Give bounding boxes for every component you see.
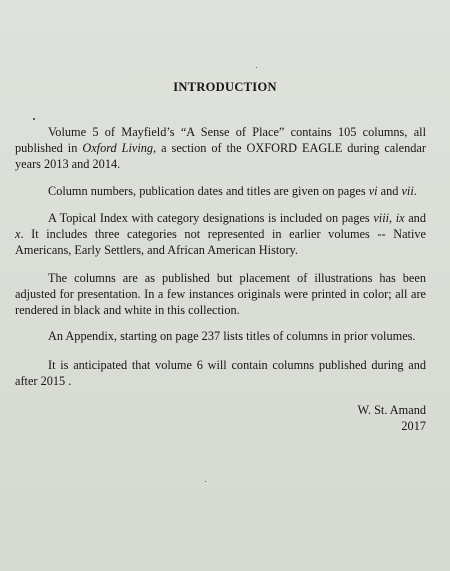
paragraph-text: . (413, 184, 417, 198)
paragraph-column-numbers (15, 183, 426, 199)
page-reference: vi (368, 184, 378, 198)
paragraph-appendix: An Appendix, starting on page 237 lists titles of columns in prior volumes. (48, 329, 416, 343)
paragraph-volume-contents (15, 124, 426, 172)
paper-speck (33, 118, 35, 120)
paragraph-text: Volume 5 of Mayfield’s “A Sense of Place” contains 105 columns, all published in (15, 125, 426, 155)
paragraph-text: and (404, 211, 426, 225)
paper-speck (256, 67, 257, 68)
paragraph-text: Column numbers, publication dates and titles are given on pages (48, 184, 369, 198)
paper-speck (205, 481, 206, 482)
paragraph-illustrations: The columns are as published but placement of illustrations has been adjusted for presentation. In a few instances originals were printed in color; all are rendered in black and white in this collection. (15, 271, 426, 317)
page-reference: ix (395, 211, 405, 225)
paragraph-topical-index (15, 210, 426, 258)
paragraph-text: a section of the OXFORD EAGLE during calendar years 2013 and 2014. (15, 141, 426, 171)
signature-name: W. St. Amand (357, 403, 426, 417)
publication-name: Oxford Living, (82, 141, 157, 155)
page-title: INTRODUCTION (173, 80, 277, 94)
paragraph-text: , (389, 211, 396, 225)
paragraph-text: A Topical Index with category designations is included on pages (48, 211, 374, 225)
paragraph-text: and (377, 184, 402, 198)
paragraph-next-volume: It is anticipated that volume 6 will contain columns published during and after 2015 . (15, 358, 426, 388)
page-reference: x (15, 227, 21, 241)
page-reference: viii (373, 211, 390, 225)
paragraph-text: . It includes three categories not represented in earlier volumes -- Native Americans, Early Settlers, and African American History. (15, 227, 426, 257)
signature-year: 2017 (401, 419, 426, 433)
page-reference: vii (401, 184, 414, 198)
